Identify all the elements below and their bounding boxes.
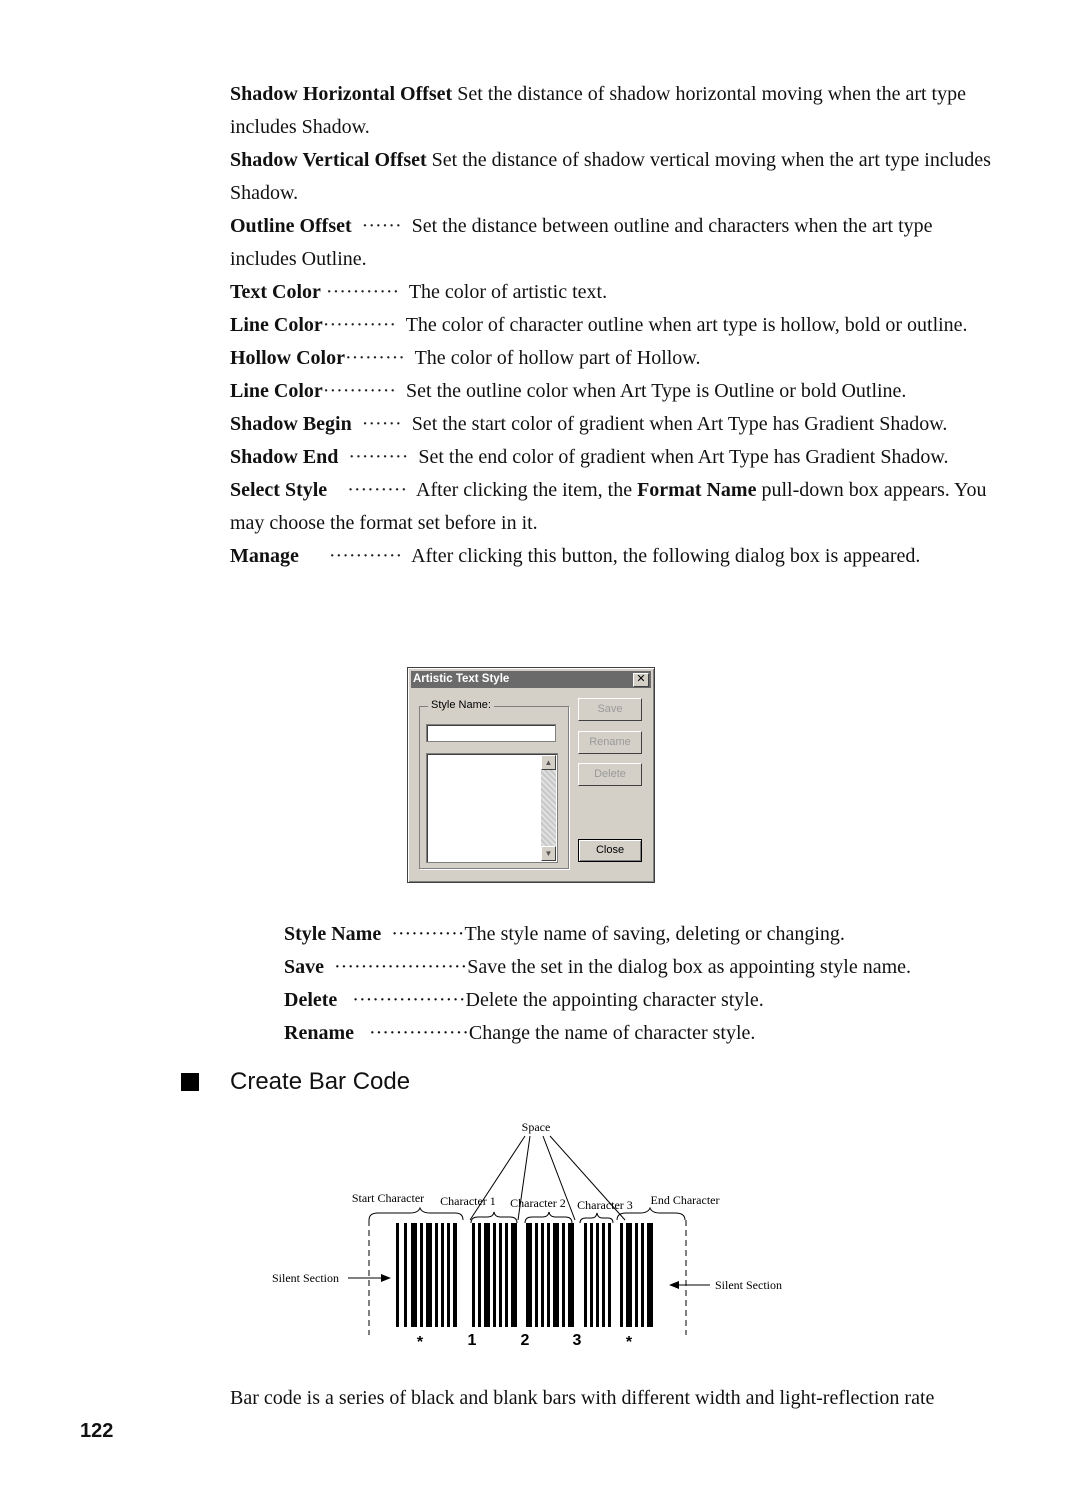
arrow-right-icon bbox=[381, 1274, 391, 1282]
definition-line-color bbox=[230, 309, 1000, 342]
definition-select-style bbox=[230, 474, 1000, 540]
barcode-bar bbox=[584, 1223, 587, 1327]
leader-dots: ··········· bbox=[298, 545, 412, 567]
barcode-bar bbox=[620, 1223, 623, 1327]
definition-text: Set the start color of gradient when Art Type has Gradient Shadow. bbox=[411, 413, 948, 435]
definition-text-color bbox=[230, 276, 1000, 309]
close-icon[interactable]: ✕ bbox=[633, 673, 649, 687]
barcode-bar bbox=[541, 1223, 544, 1327]
definition-text: Set the end color of gradient when Art Type has Gradient Shadow. bbox=[418, 446, 949, 468]
definition-text: Set the outline color when Art Type is Outline or bold Outline. bbox=[406, 380, 907, 402]
barcode-bar bbox=[484, 1223, 490, 1327]
definition-text: Set the distance between outline and characters when the art type includes Outline. bbox=[230, 215, 933, 270]
scroll-up-icon[interactable]: ▲ bbox=[541, 755, 556, 770]
barcode-bar bbox=[553, 1223, 559, 1327]
term: Save bbox=[284, 956, 324, 978]
barcode-bar bbox=[499, 1223, 502, 1327]
term: Text Color bbox=[230, 281, 321, 303]
end-character-label: End Character bbox=[650, 1193, 720, 1207]
barcode-bar bbox=[535, 1223, 538, 1327]
barcode-bar bbox=[441, 1223, 444, 1327]
term: Line Color bbox=[230, 314, 323, 336]
term: Style Name bbox=[284, 923, 382, 945]
definition-text: Change the name of character style. bbox=[468, 1022, 756, 1044]
definition-text: After clicking the item, the bbox=[416, 479, 638, 501]
definition-line-color-2 bbox=[230, 375, 1000, 408]
definition-text: Set the distance of shadow vertical moving when the art type includes Shadow. bbox=[230, 149, 991, 204]
close-button[interactable]: Close bbox=[578, 839, 642, 862]
subdef-delete bbox=[284, 984, 1004, 1017]
barcode-bar bbox=[526, 1223, 532, 1327]
silent-section-left-label: Silent Section bbox=[272, 1271, 339, 1285]
barcode-bar bbox=[608, 1223, 611, 1327]
barcode-bar bbox=[602, 1223, 605, 1327]
term: Select Style bbox=[230, 479, 328, 501]
section-bullet-icon bbox=[181, 1073, 199, 1091]
format-name-term: Format Name bbox=[637, 479, 757, 501]
leader-dots: ···················· bbox=[324, 956, 468, 978]
term: Shadow Vertical Offset bbox=[230, 149, 427, 171]
page-number: 122 bbox=[80, 1420, 114, 1442]
barcode-diagram bbox=[260, 1115, 820, 1350]
definition-text: Set the distance of shadow horizontal moving when the art type includes Shadow. bbox=[230, 83, 966, 138]
barcode-bar bbox=[641, 1223, 644, 1327]
barcode-bar bbox=[411, 1223, 417, 1327]
barcode-bar bbox=[435, 1223, 438, 1327]
save-button[interactable]: Save bbox=[578, 698, 642, 721]
arrow-left-icon bbox=[669, 1281, 679, 1289]
glyph-1: 1 bbox=[467, 1332, 477, 1349]
barcode-bar bbox=[590, 1223, 593, 1327]
barcode-bars bbox=[396, 1223, 653, 1327]
space-label: Space bbox=[521, 1120, 551, 1134]
dialog-title: Artistic Text Style bbox=[413, 673, 510, 685]
definition-text: The color of hollow part of Hollow. bbox=[414, 347, 701, 369]
definition-text: After clicking this button, the following dialog box is appeared. bbox=[411, 545, 921, 567]
barcode-bar bbox=[396, 1223, 399, 1327]
leader-dots: ··········· bbox=[381, 923, 465, 945]
character-1-label: Character 1 bbox=[440, 1194, 496, 1208]
glyph-start: * bbox=[416, 1334, 424, 1350]
rename-button[interactable]: Rename bbox=[578, 731, 642, 754]
definition-text: pull-down box appears. You may choose the format set before in it. bbox=[230, 479, 987, 534]
barcode-bar bbox=[647, 1223, 653, 1327]
leader-dots: ········· bbox=[338, 446, 419, 468]
definition-text: The color of artistic text. bbox=[408, 281, 608, 303]
style-list[interactable] bbox=[426, 753, 558, 863]
style-name-label: Style Name: bbox=[428, 699, 494, 711]
style-name-group bbox=[419, 699, 569, 869]
barcode-bar bbox=[635, 1223, 638, 1327]
barcode-bar bbox=[447, 1223, 450, 1327]
subdef-rename bbox=[284, 1017, 1004, 1050]
term: Line Color bbox=[230, 380, 323, 402]
subdef-style-name bbox=[284, 918, 1004, 951]
character-2-label: Character 2 bbox=[510, 1196, 566, 1210]
scrollbar[interactable] bbox=[541, 755, 556, 861]
leader-dots: ······ bbox=[351, 215, 412, 237]
definition-manage bbox=[230, 540, 1000, 573]
leader-dots: ········· bbox=[345, 347, 415, 369]
character-3-label: Character 3 bbox=[577, 1198, 633, 1212]
definition-text: Delete the appointing character style. bbox=[465, 989, 764, 1011]
barcode-bar bbox=[547, 1223, 550, 1327]
leader-dots: ········· bbox=[327, 479, 417, 501]
artistic-text-style-dialog bbox=[407, 667, 655, 883]
definition-shadow-end bbox=[230, 441, 1000, 474]
glyph-3: 3 bbox=[572, 1332, 582, 1349]
term: Delete bbox=[284, 989, 338, 1011]
term: Manage bbox=[230, 545, 299, 567]
barcode-bar bbox=[426, 1223, 432, 1327]
barcode-bar bbox=[453, 1223, 457, 1327]
barcode-bar bbox=[472, 1223, 475, 1327]
barcode-bar bbox=[420, 1223, 423, 1327]
definition-shadow-begin bbox=[230, 408, 1000, 441]
definition-text: The style name of saving, deleting or changing. bbox=[464, 923, 845, 945]
section-heading: Create Bar Code bbox=[230, 1068, 411, 1095]
definitions-list bbox=[230, 78, 1000, 573]
delete-button[interactable]: Delete bbox=[578, 763, 642, 786]
leader-dots: ················· bbox=[337, 989, 466, 1011]
style-name-input[interactable] bbox=[426, 724, 556, 742]
start-character-label: Start Character bbox=[351, 1191, 425, 1205]
term: Hollow Color bbox=[230, 347, 345, 369]
barcode-bar bbox=[404, 1223, 407, 1327]
glyph-end: * bbox=[625, 1334, 633, 1350]
term: Shadow Horizontal Offset bbox=[230, 83, 453, 105]
definition-shadow-vertical-offset bbox=[230, 144, 1000, 210]
leader-dots: ··········· bbox=[320, 281, 409, 303]
body-paragraph: Bar code is a series of black and blank bars with different width and light-reflection rate bbox=[230, 1387, 935, 1409]
barcode-bar bbox=[511, 1223, 517, 1327]
dialog-title-bar bbox=[411, 671, 651, 688]
definition-outline-offset bbox=[230, 210, 1000, 276]
silent-section-right-label: Silent Section bbox=[715, 1278, 782, 1292]
barcode-bar bbox=[505, 1223, 508, 1327]
scroll-down-icon[interactable]: ▼ bbox=[541, 846, 556, 861]
term: Shadow End bbox=[230, 446, 339, 468]
term: Outline Offset bbox=[230, 215, 352, 237]
definition-text: The color of character outline when art type is hollow, bold or outline. bbox=[405, 314, 968, 336]
leader-dots: ··········· bbox=[322, 380, 407, 402]
glyph-2: 2 bbox=[520, 1332, 530, 1349]
barcode-bar bbox=[568, 1223, 574, 1327]
dialog-definitions bbox=[284, 918, 1004, 1050]
leader-dots: ······ bbox=[351, 413, 412, 435]
definition-hollow-color bbox=[230, 342, 1000, 375]
subdef-save bbox=[284, 951, 1004, 984]
leader-dots: ··············· bbox=[353, 1022, 469, 1044]
term: Shadow Begin bbox=[230, 413, 352, 435]
barcode-bar bbox=[493, 1223, 496, 1327]
barcode-bar bbox=[562, 1223, 565, 1327]
barcode-bar bbox=[626, 1223, 632, 1327]
definition-shadow-horizontal-offset bbox=[230, 78, 1000, 144]
barcode-bar bbox=[596, 1223, 599, 1327]
term: Rename bbox=[284, 1022, 354, 1044]
definition-text: Save the set in the dialog box as appointing style name. bbox=[467, 956, 912, 978]
leader-dots: ··········· bbox=[322, 314, 406, 336]
barcode-bar bbox=[478, 1223, 481, 1327]
